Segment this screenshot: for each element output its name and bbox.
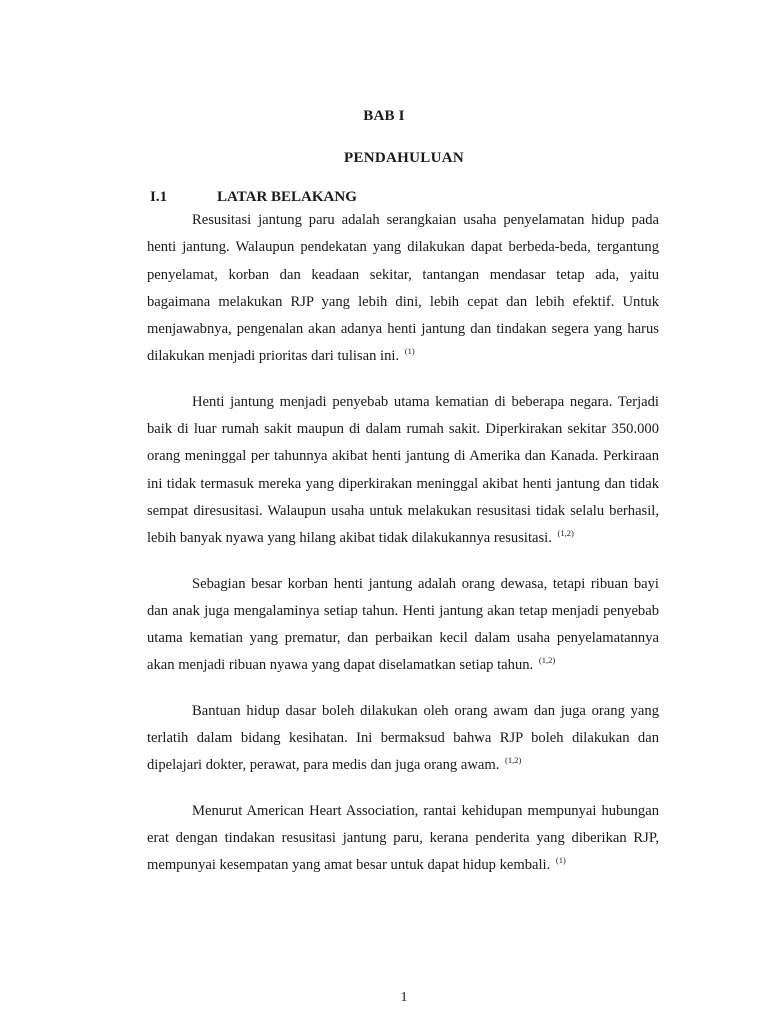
paragraph-3 <box>147 571 659 680</box>
page-number: 1 <box>400 990 408 1005</box>
chapter-title: PENDAHULUAN <box>344 150 464 166</box>
section-heading <box>150 189 670 206</box>
citation-superscript: (1) <box>555 855 566 866</box>
paragraph-2 <box>147 389 659 553</box>
section-number: I.1 <box>150 189 168 205</box>
citation-superscript: (1,2) <box>557 528 574 539</box>
citation-superscript: (1,2) <box>538 655 556 666</box>
paragraph-text: Henti jantung menjadi penyebab utama kematian di beberapa negara. Terjadi baik di luar rumah sakit maupun di dalam rumah sakit. Diperkirakan sekitar 350.000 orang meninggal per tahunnya akibat henti jantung di Amerika dan Kanada. Perkiraan ini tidak termasuk mereka yang diperkirakan meninggal akibat henti jantung dan tidak sempat diresusitasi. Walaupun usaha untuk melakukan resusitasi tidak selalu berhasil, lebih banyak nyawa yang hilang akibat tidak dilakukannya resusitasi. <box>147 393 659 547</box>
citation-superscript: (1,2) <box>505 755 522 766</box>
citation-superscript: (1) <box>404 346 415 357</box>
section-title: LATAR BELAKANG <box>217 189 357 205</box>
body-text <box>147 207 659 898</box>
paragraph-1 <box>147 207 659 371</box>
paragraph-text: Sebagian besar korban henti jantung adalah orang dewasa, tetapi ribuan bayi dan anak juga mengalaminya setiap tahun. Henti jantung akan tetap menjadi penyebab utama kematian yang prematur, dan perbaikan kecil dalam usaha penyelamatannya akan menjadi ribuan nyawa yang dapat diselamatkan setiap tahun. <box>147 575 659 674</box>
paragraph-4 <box>147 698 659 780</box>
paragraph-5 <box>147 798 659 880</box>
paragraph-text: Menurut American Heart Association, rantai kehidupan mempunyai hubungan erat dengan tindakan resusitasi jantung paru, kerana penderita yang diberikan RJP, mempunyai kesempatan yang amat besar untuk dapat hidup kembali. <box>147 802 659 874</box>
paragraph-text: Bantuan hidup dasar boleh dilakukan oleh orang awam dan juga orang yang terlatih dalam bidang kesihatan. Ini bermaksud bahwa RJP boleh dilakukan dan dipelajari dokter, perawat, para medis dan juga orang awam. <box>147 702 659 774</box>
paragraph-text: Resusitasi jantung paru adalah serangkaian usaha penyelamatan hidup pada henti jantung. Walaupun pendekatan yang dilakukan dapat berbeda-beda, tergantung penyelamat, korban dan keadaan sekitar, tantangan mendasar tetap ada, yaitu bagaimana melakukan RJP yang lebih dini, lebih cepat dan lebih efektif. Untuk menjawabnya, pengenalan akan adanya henti jantung dan tindakan segera yang harus dilakukan menjadi prioritas dari tulisan ini. <box>147 212 659 365</box>
chapter-number: BAB I <box>363 108 405 124</box>
